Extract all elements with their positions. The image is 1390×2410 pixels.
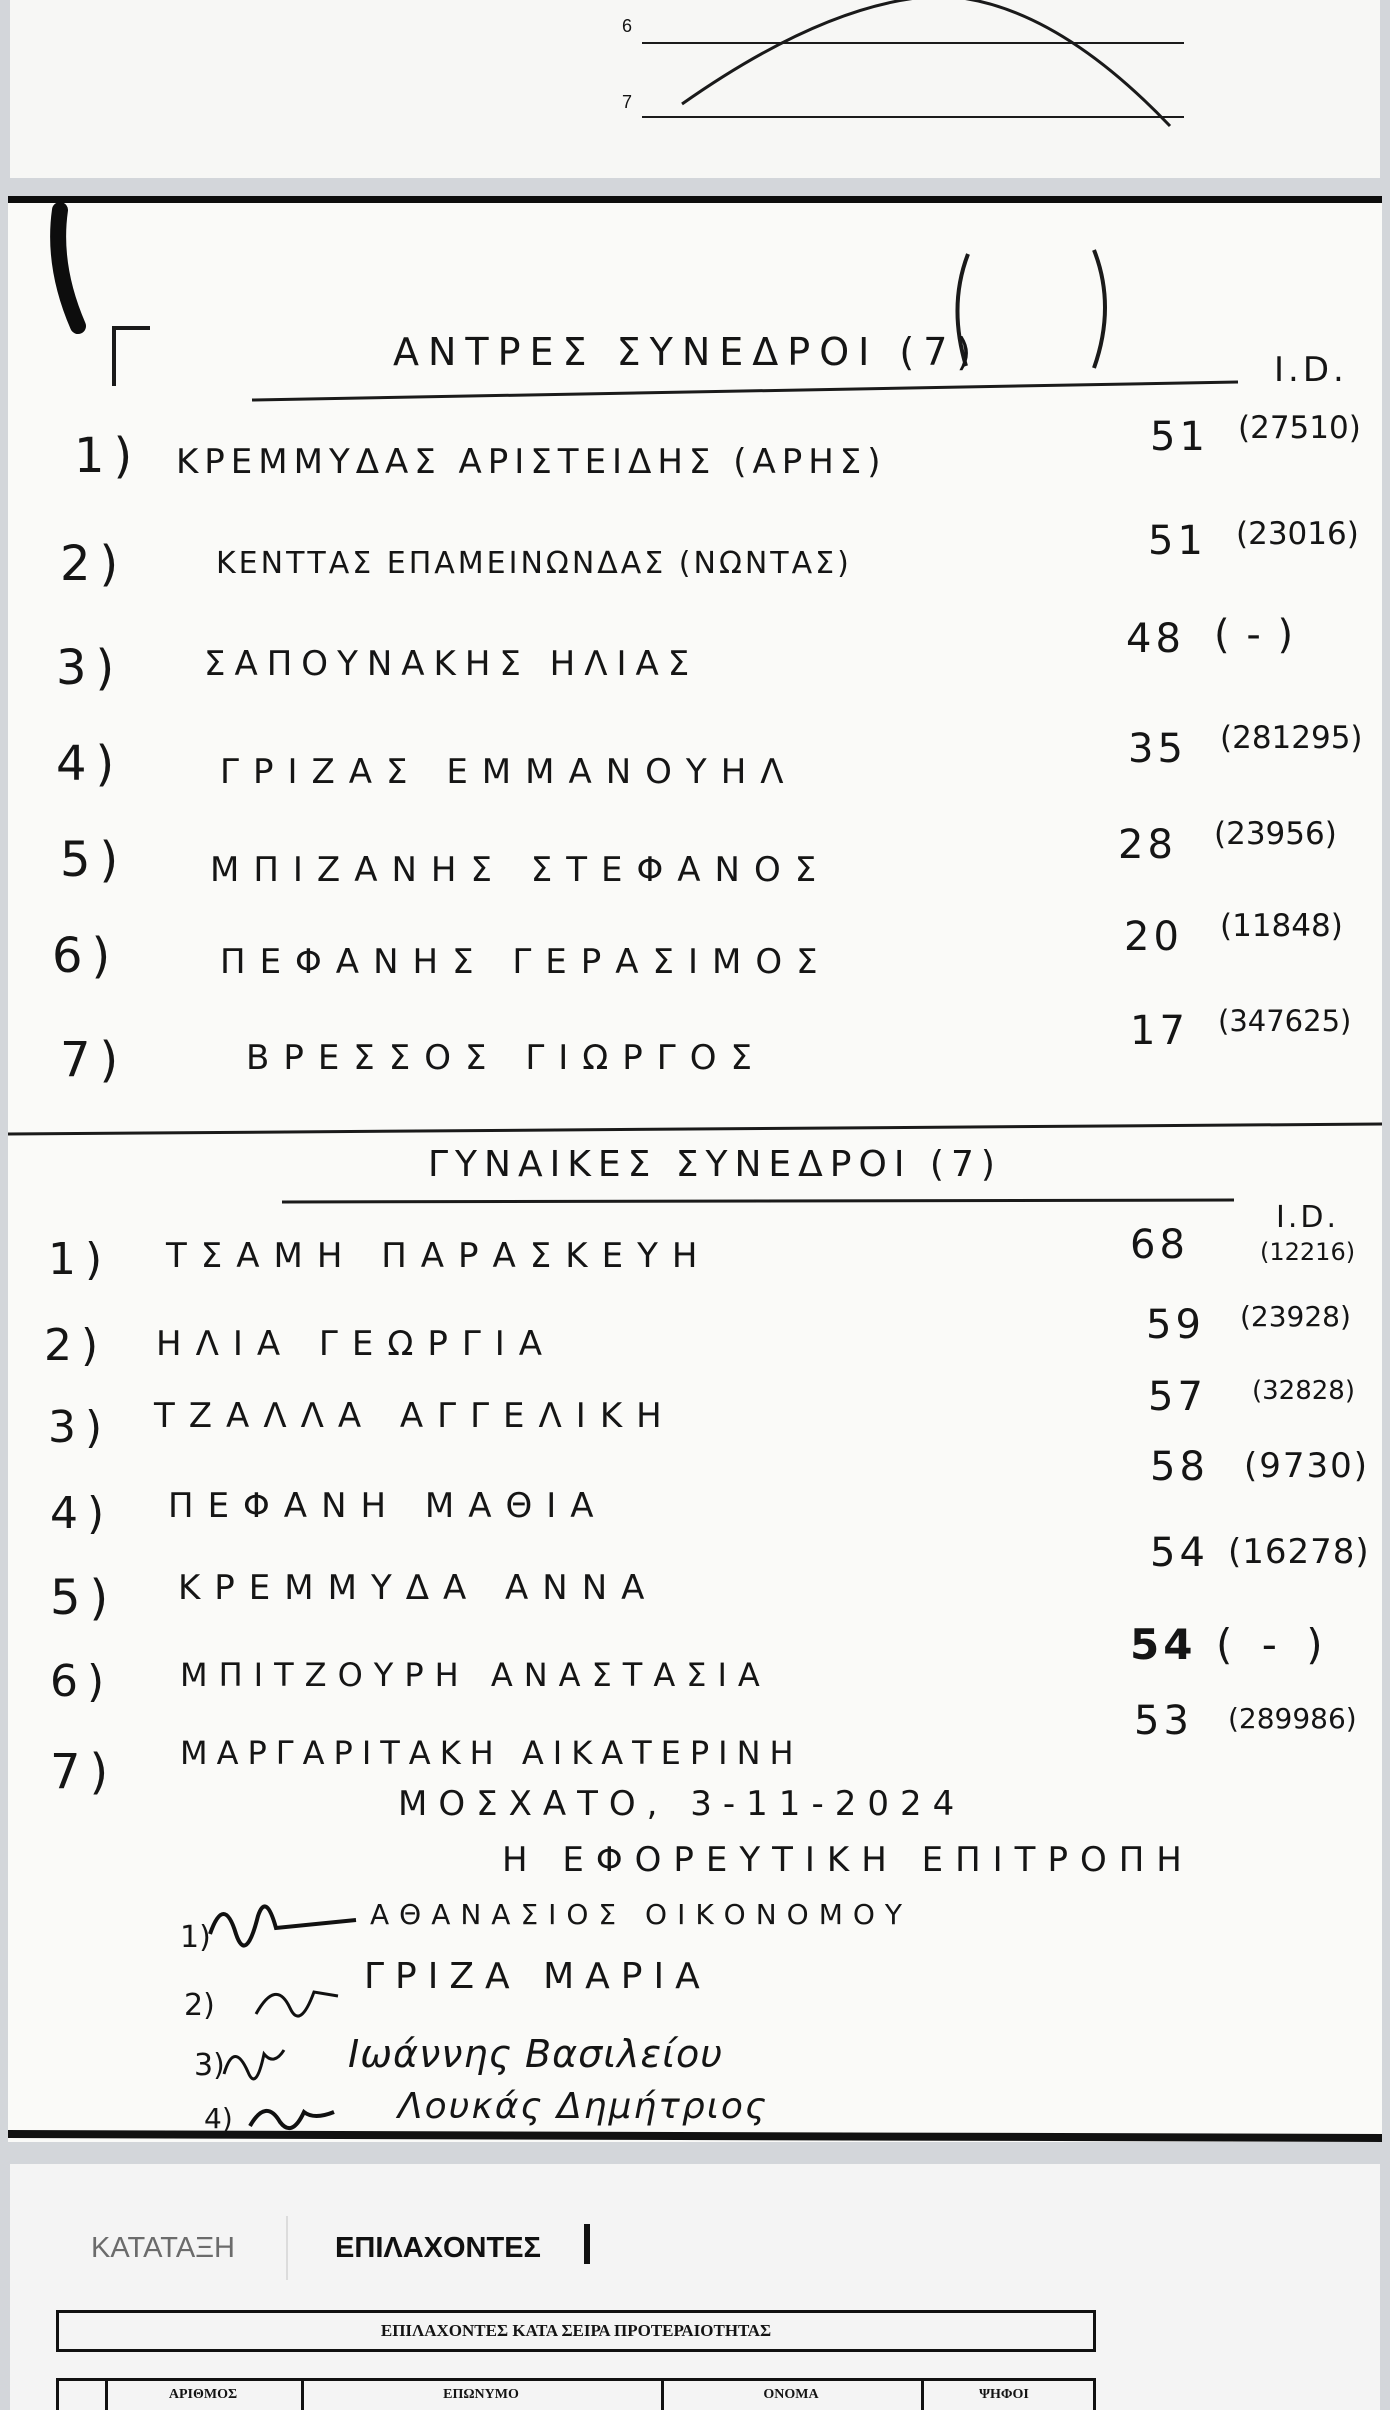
signatory-number: 2) [184,1988,215,2023]
signatory-number: 1) [180,1920,211,1955]
candidate-name: ΤΖΑΛΛΑ ΑΓΓΕΛΙΚΗ [154,1396,676,1436]
vote-count: 59 [1146,1302,1205,1348]
row-number: 6) [50,1656,114,1707]
row-number: 1) [48,1234,112,1285]
line-number-7: 7 [622,92,633,112]
signature-scribbles [8,196,1382,2142]
member-id: (289986) [1228,1702,1357,1735]
vote-count: 17 [1130,1008,1189,1054]
member-id: ( - ) [1216,1620,1331,1669]
vote-count: 51 [1150,414,1209,460]
header-cell-surname [301,2381,664,2410]
member-id: (27510) [1238,410,1361,446]
men-id-header: I.D. [1274,350,1348,390]
vote-count: 57 [1148,1374,1207,1420]
candidate-name: ΠΕΦΑΝΗΣ ΓΕΡΑΣΙΜΟΣ [220,942,832,982]
member-id: (23928) [1240,1300,1351,1333]
candidate-name: ΠΕΦΑΝΗ ΜΑΘΙΑ [168,1486,608,1526]
candidate-name: ΗΛΙΑ ΓΕΩΡΓΙΑ [156,1324,557,1364]
row-number: 4) [56,736,124,792]
member-id: (347625) [1218,1004,1352,1038]
signatory-name: Λουκάς Δημήτριος [398,2086,769,2127]
row-number: 1) [74,428,142,484]
candidate-name: ΜΠΙΤΖΟΥΡΗ ΑΝΑΣΤΑΣΙΑ [180,1656,771,1694]
row-number: 2) [60,536,128,592]
table-title-box [56,2310,1096,2352]
row-number: 2) [44,1320,108,1371]
committee-title: Η ΕΦΟΡΕΥΤΙΚΗ ΕΠΙΤΡΟΠΗ [502,1840,1194,1880]
signatory-name: ΓΡΙΖΑ ΜΑΡΙΑ [364,1956,711,1997]
member-id: (23016) [1236,516,1359,552]
vote-count: 53 [1134,1698,1193,1744]
table-header-row [56,2378,1096,2410]
candidate-name: ΤΣΑΜΗ ΠΑΡΑΣΚΕΥΗ [166,1236,712,1276]
results-panel [10,2164,1380,2410]
column-header: ΨΗΦΟΙ [979,2387,1029,2402]
vote-count: 51 [1148,518,1207,564]
candidate-name: ΚΕΝΤΤΑΣ ΕΠΑΜΕΙΝΩΝΔΑΣ (ΝΩΝΤΑΣ) [216,546,852,581]
vote-count: 20 [1124,914,1183,960]
candidate-name: ΣΑΠΟΥΝΑΚΗΣ ΗΛΙΑΣ [204,644,699,684]
place-date: ΜΟΣΧΑΤΟ, 3-11-2024 [398,1784,966,1824]
signatory-number: 3) [194,2048,225,2083]
vote-count: 58 [1150,1444,1209,1490]
line-number-6: 6 [622,16,633,36]
vote-count: 54 [1130,1620,1197,1669]
vote-count: 54 [1150,1530,1209,1576]
signatory-name: ΑΘΑΝΑΣΙΟΣ ΟΙΚΟΝΟΜΟΥ [370,1898,913,1931]
signatory-name: Ιωάννης Βασιλείου [348,2032,724,2076]
crossing-scribble [10,0,1380,178]
row-number: 3) [56,640,124,696]
candidate-name: ΜΠΙΖΑΝΗΣ ΣΤΕΦΑΝΟΣ [210,850,831,890]
tab-ranking[interactable] [38,2216,288,2280]
men-title: ΑΝΤΡΕΣ ΣΥΝΕΔΡΟΙ (7) [393,330,981,374]
vote-count: 48 [1126,616,1185,662]
header-cell-name [661,2381,924,2410]
candidate-name: ΒΡΕΣΣΟΣ ΓΙΩΡΓΟΣ [246,1038,766,1078]
member-id: (23956) [1214,816,1337,852]
women-id-header: I.D. [1276,1200,1340,1235]
member-id: (9730) [1244,1446,1370,1486]
header-cell-votes [921,2381,1087,2410]
vote-count: 68 [1130,1222,1189,1268]
tab-ranking-label: ΚΑΤΑΤΑΞΗ [91,2231,235,2264]
top-sheet [10,0,1380,178]
member-id: (281295) [1220,720,1363,756]
runners-up-table [56,2310,1096,2410]
member-id: (11848) [1220,908,1343,944]
column-header: ΟΝΟΜΑ [763,2387,819,2402]
column-header: ΑΡΙΘΜΟΣ [168,2387,238,2402]
table-title: ΕΠΙΛΑΧΟΝΤΕΣ ΚΑΤΑ ΣΕΙΡΑ ΠΡΟΤΕΡΑΙΟΤΗΤΑΣ [380,2321,772,2340]
candidate-name: ΓΡΙΖΑΣ ΕΜΜΑΝΟΥΗΛ [220,752,798,792]
header-cell-number [105,2381,304,2410]
header-cell-spacer [59,2381,108,2410]
row-number: 3) [48,1402,112,1453]
row-number: 5) [50,1570,118,1626]
vote-count: 28 [1118,822,1177,868]
tab-runners-up-label: ΕΠΙΛΑΧΟΝΤΕΣ [335,2231,541,2264]
row-number: 7) [50,1744,118,1800]
member-id: (12216) [1260,1238,1356,1266]
women-title: ΓΥΝΑΙΚΕΣ ΣΥΝΕΔΡΟΙ (7) [428,1144,1002,1185]
signatory-number: 4) [204,2102,233,2135]
candidate-name: ΚΡΕΜΜΥΔΑΣ ΑΡΙΣΤΕΙΔΗΣ (ΑΡΗΣ) [176,442,887,482]
vote-count: 35 [1128,726,1187,772]
row-number: 7) [60,1032,128,1088]
tab-runners-up[interactable] [286,2216,588,2280]
row-number: 5) [60,832,128,888]
member-id: (16278) [1228,1532,1370,1572]
tab-bar [10,2216,1380,2280]
row-number: 4) [50,1488,114,1539]
member-id: ( - ) [1214,612,1296,658]
member-id: (32828) [1252,1376,1355,1406]
candidate-name: ΚΡΕΜΜΥΔΑ ΑΝΝΑ [178,1568,659,1608]
row-number: 6) [52,928,120,984]
candidate-name: ΜΑΡΓΑΡΙΤΑΚΗ ΑΙΚΑΤΕΡΙΝΗ [180,1734,803,1772]
column-header: ΕΠΩΝΥΜΟ [443,2387,519,2402]
tab-active-marker [584,2224,590,2264]
handwritten-sheet [8,196,1382,2142]
